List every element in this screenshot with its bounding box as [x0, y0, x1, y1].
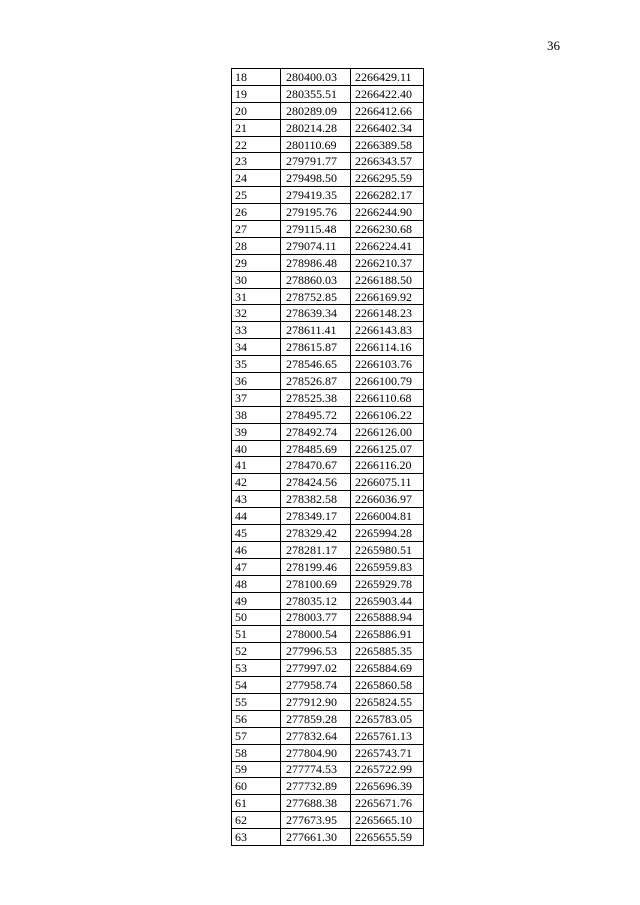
coordinates-table-body [232, 69, 424, 846]
x-coordinate-cell: 277673.95 [281, 812, 351, 829]
y-coordinate-cell: 2266036.97 [351, 491, 424, 508]
y-coordinate-cell: 2266295.59 [351, 170, 424, 187]
x-coordinate-cell: 278526.87 [281, 373, 351, 390]
y-coordinate-cell: 2266230.68 [351, 221, 424, 238]
y-coordinate-cell: 2265696.39 [351, 778, 424, 795]
x-coordinate-cell: 279195.76 [281, 204, 351, 221]
point-number-cell: 51 [232, 626, 281, 643]
y-coordinate-cell: 2266402.34 [351, 119, 424, 136]
point-number-cell: 18 [232, 69, 281, 86]
y-coordinate-cell: 2266210.37 [351, 254, 424, 271]
table-row [232, 812, 424, 829]
y-coordinate-cell: 2266126.00 [351, 423, 424, 440]
y-coordinate-cell: 2266110.68 [351, 389, 424, 406]
y-coordinate-cell: 2266148.23 [351, 305, 424, 322]
point-number-cell: 35 [232, 356, 281, 373]
table-row [232, 389, 424, 406]
table-row [232, 609, 424, 626]
x-coordinate-cell: 277688.38 [281, 795, 351, 812]
x-coordinate-cell: 280110.69 [281, 136, 351, 153]
x-coordinate-cell: 278382.58 [281, 491, 351, 508]
table-row [232, 119, 424, 136]
table-row [232, 508, 424, 525]
x-coordinate-cell: 278639.34 [281, 305, 351, 322]
x-coordinate-cell: 277774.53 [281, 761, 351, 778]
x-coordinate-cell: 278615.87 [281, 339, 351, 356]
table-row [232, 795, 424, 812]
y-coordinate-cell: 2265959.83 [351, 558, 424, 575]
point-number-cell: 41 [232, 457, 281, 474]
x-coordinate-cell: 277958.74 [281, 677, 351, 694]
x-coordinate-cell: 280214.28 [281, 119, 351, 136]
point-number-cell: 31 [232, 288, 281, 305]
point-number-cell: 58 [232, 744, 281, 761]
x-coordinate-cell: 278546.65 [281, 356, 351, 373]
x-coordinate-cell: 278199.46 [281, 558, 351, 575]
point-number-cell: 27 [232, 221, 281, 238]
y-coordinate-cell: 2265671.76 [351, 795, 424, 812]
point-number-cell: 37 [232, 389, 281, 406]
y-coordinate-cell: 2265761.13 [351, 727, 424, 744]
table-row [232, 525, 424, 542]
table-row [232, 288, 424, 305]
point-number-cell: 30 [232, 271, 281, 288]
x-coordinate-cell: 278860.03 [281, 271, 351, 288]
x-coordinate-cell: 278495.72 [281, 406, 351, 423]
y-coordinate-cell: 2266169.92 [351, 288, 424, 305]
y-coordinate-cell: 2266103.76 [351, 356, 424, 373]
point-number-cell: 50 [232, 609, 281, 626]
point-number-cell: 38 [232, 406, 281, 423]
y-coordinate-cell: 2265885.35 [351, 643, 424, 660]
point-number-cell: 46 [232, 541, 281, 558]
x-coordinate-cell: 277997.02 [281, 660, 351, 677]
point-number-cell: 63 [232, 829, 281, 846]
point-number-cell: 25 [232, 187, 281, 204]
y-coordinate-cell: 2266100.79 [351, 373, 424, 390]
y-coordinate-cell: 2265824.55 [351, 693, 424, 710]
table-row [232, 322, 424, 339]
table-row [232, 558, 424, 575]
x-coordinate-cell: 279074.11 [281, 237, 351, 254]
table-row [232, 541, 424, 558]
x-coordinate-cell: 280355.51 [281, 85, 351, 102]
x-coordinate-cell: 277661.30 [281, 829, 351, 846]
point-number-cell: 60 [232, 778, 281, 795]
point-number-cell: 62 [232, 812, 281, 829]
y-coordinate-cell: 2266412.66 [351, 102, 424, 119]
y-coordinate-cell: 2265929.78 [351, 575, 424, 592]
point-number-cell: 59 [232, 761, 281, 778]
x-coordinate-cell: 278000.54 [281, 626, 351, 643]
point-number-cell: 40 [232, 440, 281, 457]
y-coordinate-cell: 2266114.16 [351, 339, 424, 356]
point-number-cell: 43 [232, 491, 281, 508]
y-coordinate-cell: 2266422.40 [351, 85, 424, 102]
y-coordinate-cell: 2266116.20 [351, 457, 424, 474]
y-coordinate-cell: 2266188.50 [351, 271, 424, 288]
table-row [232, 85, 424, 102]
x-coordinate-cell: 278525.38 [281, 389, 351, 406]
point-number-cell: 39 [232, 423, 281, 440]
y-coordinate-cell: 2266244.90 [351, 204, 424, 221]
table-row [232, 677, 424, 694]
x-coordinate-cell: 278492.74 [281, 423, 351, 440]
x-coordinate-cell: 278349.17 [281, 508, 351, 525]
coordinates-table [231, 68, 424, 846]
x-coordinate-cell: 278035.12 [281, 592, 351, 609]
point-number-cell: 32 [232, 305, 281, 322]
table-row [232, 356, 424, 373]
point-number-cell: 24 [232, 170, 281, 187]
point-number-cell: 44 [232, 508, 281, 525]
point-number-cell: 56 [232, 710, 281, 727]
x-coordinate-cell: 279498.50 [281, 170, 351, 187]
point-number-cell: 22 [232, 136, 281, 153]
y-coordinate-cell: 2266004.81 [351, 508, 424, 525]
table-row [232, 271, 424, 288]
table-row [232, 339, 424, 356]
table-row [232, 170, 424, 187]
table-row [232, 406, 424, 423]
x-coordinate-cell: 278752.85 [281, 288, 351, 305]
x-coordinate-cell: 278485.69 [281, 440, 351, 457]
table-row [232, 474, 424, 491]
y-coordinate-cell: 2265903.44 [351, 592, 424, 609]
y-coordinate-cell: 2266343.57 [351, 153, 424, 170]
y-coordinate-cell: 2265888.94 [351, 609, 424, 626]
point-number-cell: 52 [232, 643, 281, 660]
y-coordinate-cell: 2265743.71 [351, 744, 424, 761]
page-number: 36 [547, 38, 560, 53]
y-coordinate-cell: 2265860.58 [351, 677, 424, 694]
table-row [232, 457, 424, 474]
x-coordinate-cell: 280289.09 [281, 102, 351, 119]
point-number-cell: 57 [232, 727, 281, 744]
table-row [232, 592, 424, 609]
x-coordinate-cell: 277804.90 [281, 744, 351, 761]
x-coordinate-cell: 277732.89 [281, 778, 351, 795]
y-coordinate-cell: 2265665.10 [351, 812, 424, 829]
x-coordinate-cell: 280400.03 [281, 69, 351, 86]
table-row [232, 187, 424, 204]
table-row [232, 221, 424, 238]
x-coordinate-cell: 278281.17 [281, 541, 351, 558]
x-coordinate-cell: 277912.90 [281, 693, 351, 710]
y-coordinate-cell: 2266125.07 [351, 440, 424, 457]
table-row [232, 102, 424, 119]
x-coordinate-cell: 279791.77 [281, 153, 351, 170]
point-number-cell: 61 [232, 795, 281, 812]
point-number-cell: 48 [232, 575, 281, 592]
table-row [232, 423, 424, 440]
table-row [232, 204, 424, 221]
table-row [232, 575, 424, 592]
table-row [232, 778, 424, 795]
table-row [232, 693, 424, 710]
x-coordinate-cell: 277996.53 [281, 643, 351, 660]
point-number-cell: 42 [232, 474, 281, 491]
point-number-cell: 53 [232, 660, 281, 677]
table-row [232, 373, 424, 390]
y-coordinate-cell: 2266075.11 [351, 474, 424, 491]
point-number-cell: 47 [232, 558, 281, 575]
point-number-cell: 36 [232, 373, 281, 390]
point-number-cell: 21 [232, 119, 281, 136]
y-coordinate-cell: 2265886.91 [351, 626, 424, 643]
table-row [232, 626, 424, 643]
y-coordinate-cell: 2265884.69 [351, 660, 424, 677]
point-number-cell: 54 [232, 677, 281, 694]
y-coordinate-cell: 2265722.99 [351, 761, 424, 778]
y-coordinate-cell: 2266389.58 [351, 136, 424, 153]
table-row [232, 761, 424, 778]
x-coordinate-cell: 278986.48 [281, 254, 351, 271]
point-number-cell: 26 [232, 204, 281, 221]
point-number-cell: 20 [232, 102, 281, 119]
x-coordinate-cell: 278470.67 [281, 457, 351, 474]
y-coordinate-cell: 2266224.41 [351, 237, 424, 254]
table-row [232, 440, 424, 457]
x-coordinate-cell: 278100.69 [281, 575, 351, 592]
table-row [232, 491, 424, 508]
point-number-cell: 45 [232, 525, 281, 542]
table-row [232, 254, 424, 271]
x-coordinate-cell: 278329.42 [281, 525, 351, 542]
point-number-cell: 29 [232, 254, 281, 271]
table-row [232, 744, 424, 761]
y-coordinate-cell: 2265783.05 [351, 710, 424, 727]
point-number-cell: 55 [232, 693, 281, 710]
x-coordinate-cell: 279419.35 [281, 187, 351, 204]
y-coordinate-cell: 2265655.59 [351, 829, 424, 846]
table-row [232, 305, 424, 322]
table-row [232, 829, 424, 846]
table-row [232, 69, 424, 86]
table-row [232, 710, 424, 727]
table-row [232, 660, 424, 677]
y-coordinate-cell: 2266282.17 [351, 187, 424, 204]
point-number-cell: 23 [232, 153, 281, 170]
point-number-cell: 34 [232, 339, 281, 356]
y-coordinate-cell: 2265980.51 [351, 541, 424, 558]
table-row [232, 136, 424, 153]
x-coordinate-cell: 277832.64 [281, 727, 351, 744]
x-coordinate-cell: 278424.56 [281, 474, 351, 491]
point-number-cell: 28 [232, 237, 281, 254]
x-coordinate-cell: 277859.28 [281, 710, 351, 727]
point-number-cell: 49 [232, 592, 281, 609]
y-coordinate-cell: 2266106.22 [351, 406, 424, 423]
point-number-cell: 19 [232, 85, 281, 102]
y-coordinate-cell: 2266429.11 [351, 69, 424, 86]
table-row [232, 153, 424, 170]
point-number-cell: 33 [232, 322, 281, 339]
y-coordinate-cell: 2265994.28 [351, 525, 424, 542]
table-row [232, 727, 424, 744]
table-row [232, 643, 424, 660]
y-coordinate-cell: 2266143.83 [351, 322, 424, 339]
table-row [232, 237, 424, 254]
x-coordinate-cell: 278003.77 [281, 609, 351, 626]
x-coordinate-cell: 279115.48 [281, 221, 351, 238]
x-coordinate-cell: 278611.41 [281, 322, 351, 339]
